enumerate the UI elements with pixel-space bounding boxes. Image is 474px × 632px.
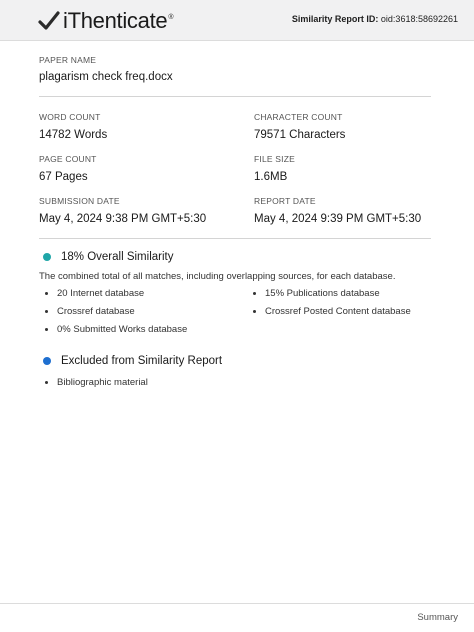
- page-count-label: PAGE COUNT: [39, 154, 97, 164]
- footer-divider: [0, 603, 474, 604]
- character-count-block: [254, 112, 345, 141]
- list-item-text: Bibliographic material: [57, 377, 148, 388]
- list-item: [39, 288, 144, 299]
- report-date-block: [254, 196, 421, 225]
- bullet-icon: [45, 310, 48, 313]
- list-item: [39, 306, 135, 317]
- submission-date-block: [39, 196, 206, 225]
- excluded-heading: [39, 355, 222, 367]
- page-count-value: 67 Pages: [39, 171, 88, 183]
- footer-summary-label: Summary: [417, 612, 458, 623]
- paper-name-block: [39, 55, 173, 83]
- list-item: [39, 377, 148, 388]
- file-size-label: FILE SIZE: [254, 154, 296, 164]
- divider: [39, 96, 431, 97]
- checkmark-logo-icon: [38, 10, 60, 32]
- similarity-report-id: [292, 14, 458, 24]
- character-count-label: CHARACTER COUNT: [254, 112, 343, 122]
- overall-similarity-title: 18% Overall Similarity: [61, 251, 174, 263]
- similarity-description: The combined total of all matches, including overlapping sources, for each database.: [39, 271, 396, 282]
- bullet-icon: [253, 292, 256, 295]
- registered-mark: ®: [168, 13, 174, 21]
- bullet-icon: [253, 310, 256, 313]
- list-item: [247, 288, 380, 299]
- brand-name: iThenticate: [63, 8, 168, 33]
- word-count-block: [39, 112, 107, 141]
- word-count-value: 14782 Words: [39, 129, 108, 141]
- paper-name-label: PAPER NAME: [39, 55, 97, 65]
- bullet-icon: [45, 328, 48, 331]
- teal-dot-icon: [43, 253, 51, 261]
- bullet-icon: [45, 381, 48, 384]
- submission-date-value: May 4, 2024 9:38 PM GMT+5:30: [39, 213, 207, 225]
- character-count-value: 79571 Characters: [254, 129, 346, 141]
- bullet-icon: [45, 292, 48, 295]
- ithenticate-logo: [38, 8, 174, 34]
- overall-similarity-heading: [39, 251, 173, 263]
- list-item-text: 0% Submitted Works database: [57, 324, 188, 335]
- blue-dot-icon: [43, 357, 51, 365]
- submission-date-label: SUBMISSION DATE: [39, 196, 120, 206]
- report-date-label: REPORT DATE: [254, 196, 316, 206]
- word-count-label: WORD COUNT: [39, 112, 101, 122]
- list-item-text: Crossref Posted Content database: [265, 306, 411, 317]
- list-item: [247, 306, 411, 317]
- list-item: [39, 324, 187, 335]
- report-date-value: May 4, 2024 9:39 PM GMT+5:30: [254, 213, 422, 225]
- excluded-title: Excluded from Similarity Report: [61, 355, 223, 367]
- report-header: [0, 0, 474, 41]
- report-id-value: oid:3618:58692261: [380, 14, 458, 24]
- file-size-block: [254, 154, 295, 183]
- list-item-text: 15% Publications database: [265, 288, 380, 299]
- file-size-value: 1.6MB: [254, 171, 288, 183]
- divider: [39, 238, 431, 239]
- list-item-text: Crossref database: [57, 306, 135, 317]
- list-item-text: 20 Internet database: [57, 288, 145, 299]
- report-id-label: Similarity Report ID:: [291, 14, 379, 24]
- page-count-block: [39, 154, 97, 183]
- paper-name-value: plagarism check freq.docx: [39, 71, 173, 83]
